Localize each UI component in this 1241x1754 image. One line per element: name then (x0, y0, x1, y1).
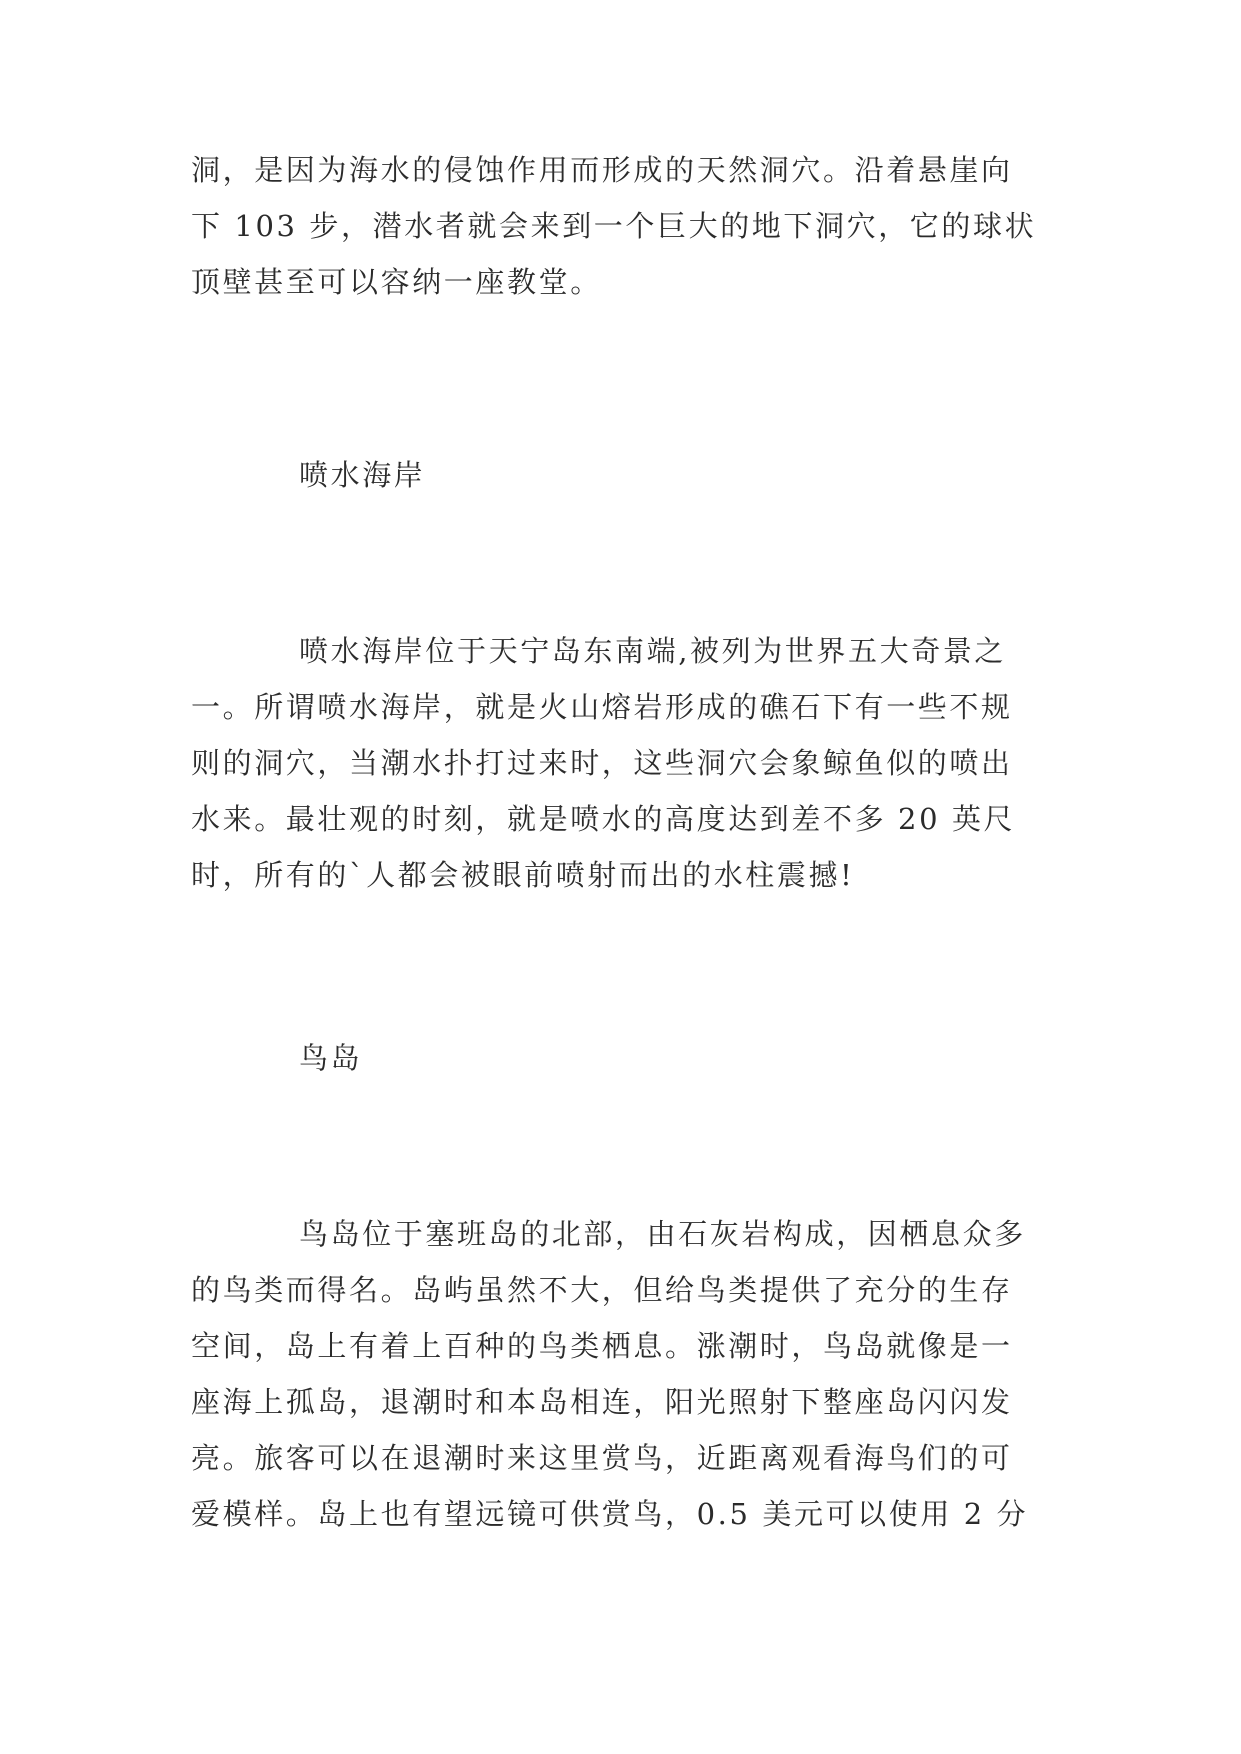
paragraph-line: 座海上孤岛，退潮时和本岛相连，阳光照射下整座岛闪闪发 (191, 1385, 1013, 1419)
paragraph-line: 水来。最壮观的时刻，就是喷水的高度达到差不多 20 英尺 (191, 802, 1016, 836)
section-heading-bird-island: 鸟岛 (299, 1041, 363, 1075)
paragraph-line: 下 103 步，潜水者就会来到一个巨大的地下洞穴，它的球状 (191, 209, 1037, 243)
paragraph-line: 顶壁甚至可以容纳一座教堂。 (191, 265, 602, 299)
paragraph-line: 亮。旅客可以在退潮时来这里赏鸟，近距离观看海鸟们的可 (191, 1441, 1013, 1475)
paragraph-line: 空间，岛上有着上百种的鸟类栖息。涨潮时，鸟岛就像是一 (191, 1329, 1013, 1363)
paragraph-line: 洞，是因为海水的侵蚀作用而形成的天然洞穴。沿着悬崖向 (191, 153, 1013, 187)
paragraph-line: 爱模样。岛上也有望远镜可供赏鸟，0.5 美元可以使用 2 分 (191, 1497, 1029, 1531)
paragraph-line: 则的洞穴，当潮水扑打过来时，这些洞穴会象鲸鱼似的喷出 (191, 746, 1013, 780)
paragraph-line: 的鸟类而得名。岛屿虽然不大，但给鸟类提供了充分的生存 (191, 1273, 1013, 1307)
paragraph-line: 鸟岛位于塞班岛的北部，由石灰岩构成，因栖息众多 (299, 1217, 1026, 1251)
section-heading-blowhole: 喷水海岸 (299, 458, 426, 492)
paragraph-line: 时，所有的`人都会被眼前喷射而出的水柱震撼! (191, 858, 855, 892)
paragraph-line: 喷水海岸位于天宁岛东南端,被列为世界五大奇景之 (299, 634, 1007, 668)
paragraph-line: 一。所谓喷水海岸，就是火山熔岩形成的礁石下有一些不规 (191, 690, 1013, 724)
